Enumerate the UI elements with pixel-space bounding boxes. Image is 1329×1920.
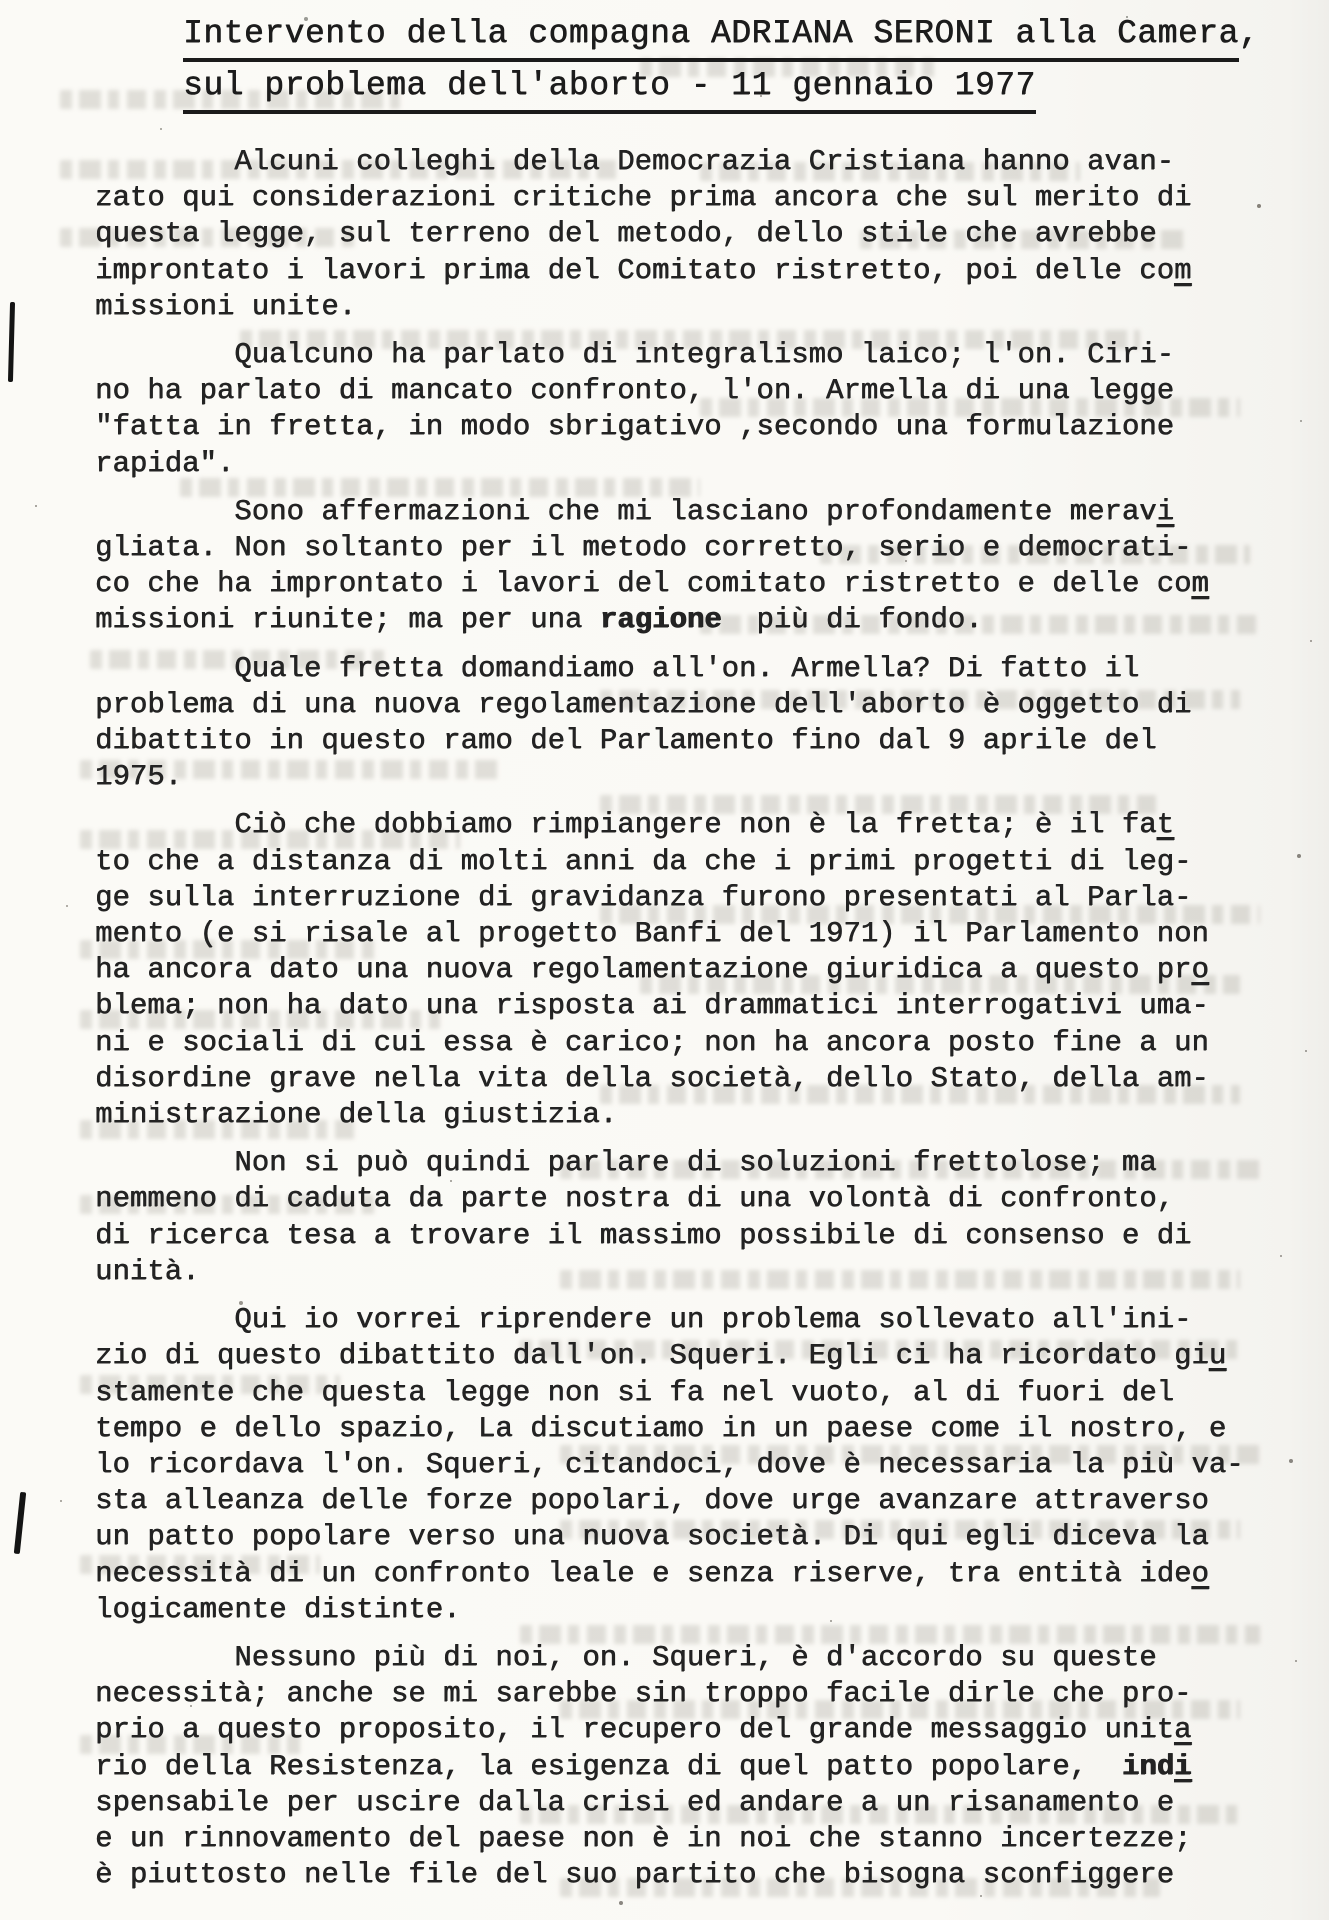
text-segment: lo ricordava l'on. Squeri, citandoci, dove è necessaria la più va- [95,1447,1244,1481]
text-line [95,494,1265,530]
text-line [95,723,1265,759]
pen-mark-middle [14,1492,26,1554]
text-segment: e un rinnovamento del paese non è in noi che stanno incertezze; [95,1821,1192,1855]
text-line [95,1097,1265,1133]
text-line [95,1411,1265,1447]
text-segment: Quale fretta domandiamo all'on. Armella? Di fatto il [234,651,1140,685]
text-segment: 1975. [95,760,183,794]
text-line [95,1712,1265,1748]
text-segment: co che ha improntato i lavori del comitato ristretto e delle co [95,567,1192,601]
text-segment: Qui io vorrei riprendere un problema sollevato all'ini- [234,1303,1192,1337]
text-line [95,1785,1265,1821]
text-segment: ministrazione della giustizia. [95,1098,618,1132]
text-segment: dibattito in questo ramo del Parlamento fino dal 9 aprile del [95,724,1157,758]
text-segment: to che a distanza di molti anni da che i primi progetti di leg- [95,844,1192,878]
text-segment: improntato i lavori prima del Comitato ristretto, poi delle co [95,253,1174,287]
text-line [95,1447,1265,1483]
hyphenation-underlined-letter: a [1173,1713,1192,1747]
text-segment: ragione [599,603,722,637]
text-segment: spensabile per uscire dalla crisi ed andare a un risanamento e [95,1785,1174,1819]
text-segment: prio a questo proposito, il recupero del grande messaggio unit [95,1713,1174,1747]
text-segment: Alcuni colleghi della Democrazia Cristiana hanno avan- [234,145,1174,178]
text-segment: Ciò che dobbiamo rimpiangere non è la fretta; è il fa [234,808,1157,842]
text-line [95,602,1265,638]
text-line [95,1640,1265,1676]
title-line-2 [183,62,1265,114]
text-segment: tempo e dello spazio, La discutiamo in un paese come il nostro, e [95,1411,1227,1445]
text-segment: Sono affermazioni che mi lasciano profondamente merav [234,494,1157,528]
text-segment: sta alleanza delle forze popolari, dove urge avanzare attraverso [95,1484,1209,1518]
hyphenation-underlined-letter: m [1191,567,1209,601]
paragraph [95,337,1265,482]
text-segment: Qualcuno ha parlato di integralismo laico; l'on. Ciri- [234,338,1174,372]
text-segment: necessità; anche se mi sarebbe sin troppo facile dirle che pro- [95,1677,1192,1711]
text-segment: missioni unite. [95,289,357,323]
text-line [95,373,1265,409]
text-segment: Non si può quindi parlare di soluzioni frettolose; ma [234,1146,1157,1180]
text-line [95,144,1265,180]
text-line [95,759,1265,795]
text-segment: questa legge, sul terreno del metodo, dello stile che avrebbe [95,217,1157,251]
hyphenation-underlined-letter: o [1191,953,1209,987]
text-line [95,952,1265,988]
text-line [95,1519,1265,1555]
hyphenation-underlined-letter: i [1156,494,1174,528]
document-body [95,144,1265,1893]
title-line-1 [183,10,1265,62]
text-line [95,844,1265,880]
text-line [95,1061,1265,1097]
title-line-1-underlined-text: Intervento della compagna ADRIANA SERONI alla Camera [183,10,1239,62]
text-line [95,446,1265,482]
text-segment: necessità di un confronto leale e senza riserve, tra entità ide [95,1556,1192,1590]
text-segment: è piuttosto nelle file del suo partito che bisogna sconfiggere [95,1858,1174,1892]
text-line [95,651,1265,687]
text-segment: "fatta in fretta, in modo sbrigativo ,secondo una formulazione [95,410,1174,444]
text-line [95,1592,1265,1628]
text-segment: missioni riunite; ma per una [95,603,600,637]
text-line [95,1254,1265,1290]
text-segment: nemmeno di caduta da parte nostra di una volontà di confronto, [95,1182,1174,1216]
text-line [95,409,1265,445]
text-line [95,253,1265,289]
title-line-1-comma: , [1238,15,1260,52]
text-segment: rio della Resistenza, la esigenza di quel patto popolare, [95,1749,1122,1783]
text-segment: unità. [95,1254,200,1288]
text-segment: ni e sociali di cui essa è carico; non ha ancora posto fine a un [95,1025,1209,1059]
text-line [95,216,1265,252]
text-segment: ge sulla interruzione di gravidanza furono presentati al Parla- [95,880,1192,914]
text-line [95,1556,1265,1592]
text-line [95,1218,1265,1254]
document-title [183,10,1265,114]
text-line [95,1302,1265,1338]
text-segment: disordine grave nella vita della società, dello Stato, della am- [95,1061,1209,1095]
text-segment: Nessuno più di noi, on. Squeri, è d'accordo su queste [234,1640,1157,1674]
text-segment: mento (e si risale al progetto Banfi del 1971) il Parlamento non [95,917,1209,951]
paragraph [95,1302,1265,1628]
paragraph [95,144,1265,325]
text-line [95,180,1265,216]
text-segment: problema di una nuova regolamentazione dell'aborto è oggetto di [95,687,1192,721]
text-segment: zio di questo dibattito dall'on. Squeri. Egli ci ha ricordato gi [95,1339,1209,1373]
text-segment: no ha parlato di mancato confronto, l'on. Armella di una legge [95,374,1174,408]
hyphenation-underlined-letter: m [1173,253,1192,287]
text-segment: zato qui considerazioni critiche prima ancora che sul merito di [95,181,1192,215]
text-segment: di ricerca tesa a trovare il massimo possibile di consenso e di [95,1218,1192,1252]
text-segment: blema; non ha dato una risposta ai drammatici interrogativi uma- [95,989,1209,1023]
text-segment: ind [1121,1749,1174,1783]
text-line [95,1181,1265,1217]
text-line [95,1025,1265,1061]
hyphenation-underlined-letter: i [1174,1749,1192,1783]
text-line [95,880,1265,916]
text-segment: stamente che questa legge non si fa nel vuoto, al di fuori del [95,1375,1174,1409]
text-line [95,1821,1265,1857]
title-line-2-underlined-text: sul problema dell'aborto - 11 gennaio 1977 [183,62,1036,114]
text-segment: gliata. Non soltanto per il metodo corretto, serio e democrati- [95,531,1192,565]
text-line [95,1676,1265,1712]
hyphenation-underlined-letter: o [1191,1556,1209,1590]
text-segment: rapida". [95,446,235,480]
text-line [95,1375,1265,1411]
text-line [95,530,1265,566]
text-segment: più di fondo. [721,603,983,637]
scan-noise-speckles [0,0,2,2]
document-content [95,10,1265,1905]
text-segment: logicamente distinte. [95,1592,461,1626]
text-line [95,566,1265,602]
pen-mark-top [8,302,15,382]
hyphenation-underlined-letter: u [1208,1339,1227,1373]
paragraph [95,1145,1265,1290]
text-segment: ha ancora dato una nuova regolamentazione giuridica a questo pr [95,953,1192,987]
text-line [95,1483,1265,1519]
text-line [95,1857,1265,1893]
hyphenation-underlined-letter: t [1156,808,1174,842]
text-line [95,1338,1265,1374]
paragraph [95,651,1265,796]
paragraph [95,1640,1265,1893]
text-line [95,1145,1265,1181]
text-line [95,687,1265,723]
text-line [95,988,1265,1024]
text-line [95,1749,1265,1785]
text-segment: un patto popolare verso una nuova società. Di qui egli diceva la [95,1520,1209,1554]
text-line [95,807,1265,843]
paragraph [95,807,1265,1133]
text-line [95,916,1265,952]
text-line [95,337,1265,373]
paragraph [95,494,1265,639]
text-line [95,289,1265,325]
